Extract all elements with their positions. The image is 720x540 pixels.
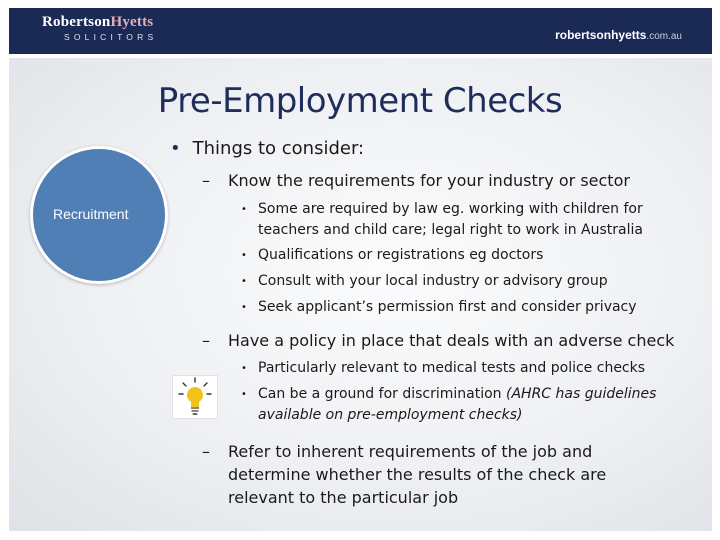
list-item-text: Can be a ground for discrimination [258,386,507,402]
section-heading-1 [202,171,630,190]
list-item [241,245,544,266]
slide-title: Pre-Employment Checks [157,81,563,121]
bullet-marker: • [241,276,247,287]
recruitment-circle [30,146,168,284]
section-heading-text: relevant to the particular job [228,488,459,507]
bullet-marker: • [241,389,247,400]
dash-marker: – [202,171,210,190]
bullet-marker: • [241,204,247,215]
dash-marker: – [202,331,210,350]
website-logo [555,28,682,42]
list-item-text: Consult with your local industry or advisory group [258,273,608,289]
list-item [241,271,608,292]
list-item [241,297,637,318]
website-suffix: .com.au [646,31,682,42]
section-heading-text: determine whether the results of the check are [228,465,607,484]
bullet-marker: • [170,138,181,159]
list-item-text: Seek applicant’s permission first and consider privacy [258,299,637,315]
section-heading-3 [202,440,606,509]
bullet-marker: • [241,363,247,374]
section-heading-text: Refer to inherent requirements of the job and [228,442,593,461]
list-item-text: Particularly relevant to medical tests and police checks [258,360,646,376]
section-heading-text: Know the requirements for your industry or sector [228,171,630,190]
section-heading-2 [202,331,674,350]
main-bullet-text: Things to consider: [192,138,365,159]
list-item-note: (AHRC has guidelines [506,386,657,402]
list-item [241,358,646,379]
circle-label: Recruitment [53,206,129,222]
list-item [241,199,643,241]
list-item-text: Some are required by law eg. working with children for [258,201,643,217]
logo-subtitle: SOLICITORS [64,32,158,42]
list-item [241,384,657,426]
logo-name-first: Robertson [42,14,111,30]
list-item-text: teachers and child care; legal right to work in Australia [258,222,643,238]
list-item-note: available on pre-employment checks) [258,407,523,423]
company-logo [42,15,157,42]
logo-name-second: Hyetts [110,14,154,30]
bullet-marker: • [241,250,247,261]
dash-marker: – [202,442,210,461]
lightbulb-icon [172,375,218,419]
bullet-marker: • [241,302,247,313]
list-item-text: Qualifications or registrations eg doctors [258,247,544,263]
website-name: robertsonhyetts [555,28,647,42]
main-bullet [170,138,364,159]
section-heading-text: Have a policy in place that deals with an adverse check [228,331,675,350]
